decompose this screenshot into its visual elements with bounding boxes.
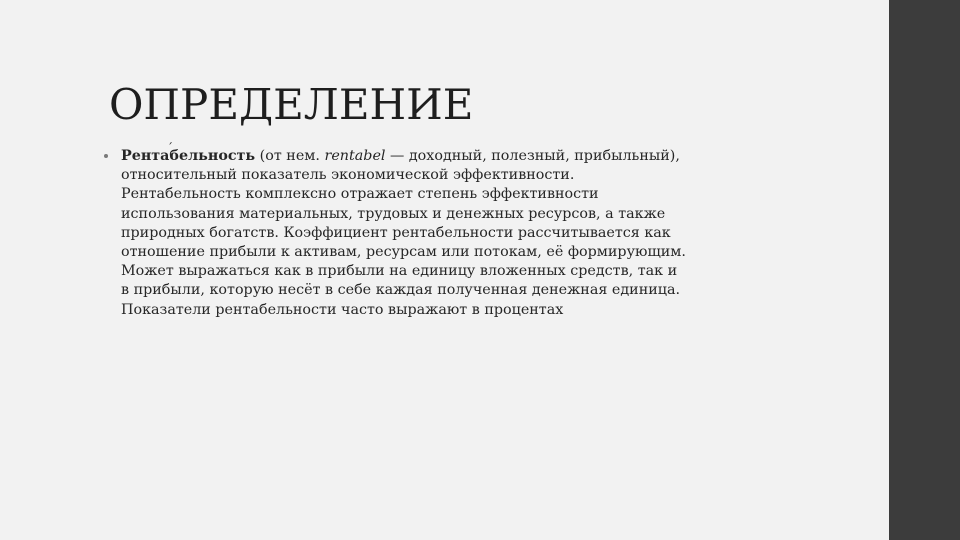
definition-origin-tail: — доходный, полезный, прибыльный), [385,148,680,164]
definition-line-9: Показатели рентабельности часто выражают в процентах [121,301,564,318]
definition-line-3: Рентабельность комплексно отражает степень эффективности [121,186,599,203]
definition-origin-prefix: (от нем. [255,148,325,164]
decorative-side-bar [889,0,960,540]
foreign-word: rentabel [324,148,386,164]
definition-line-8: в прибыли, которую несёт в себе каждая полученная денежная единица. [121,282,681,299]
slide-title: ОПРЕДЕЛЕНИЕ [109,80,474,129]
definition-line-7: Может выражаться как в прибыли на единицу вложенных средств, так и [121,263,678,280]
defined-term-text: Рентабельность [121,148,256,164]
definition-line-2: относительный показатель экономической эффективности. [121,167,575,184]
definition-line-6: отношение прибыли к активам, ресурсам или потокам, её формирующим. [121,244,686,261]
definition-line-4: использования материальных, трудовых и денежных ресурсов, а также [121,205,666,222]
bullet-dot-icon [104,154,108,158]
definition-bullet [102,147,782,320]
definition-text [121,147,782,320]
defined-term [121,148,255,164]
definition-line-5: природных богатств. Коэффициент рентабельности рассчитывается как [121,224,671,241]
bullet-list [102,147,782,320]
definition-line-1 [121,147,782,166]
